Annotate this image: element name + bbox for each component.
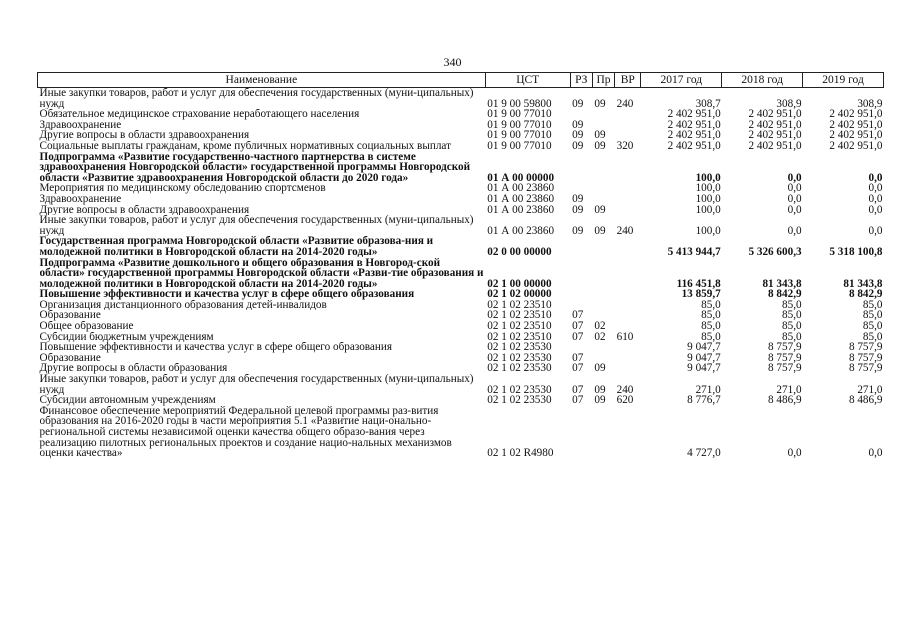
- cell-2018: 271,0: [776, 383, 802, 396]
- table-row: [38, 321, 884, 332]
- header-rz: РЗ: [570, 73, 592, 88]
- cell-2018: 0,0: [787, 204, 802, 216]
- cell-cst: 01 А 00 23860: [487, 204, 555, 216]
- table-row: [38, 205, 884, 216]
- cell-rz: 07: [572, 310, 584, 322]
- cell-cst: 02 1 02 23530: [487, 383, 552, 396]
- cell-rz: [570, 289, 592, 300]
- cell-2017: 2 402 951,0: [667, 130, 721, 141]
- cell-2018: 0,0: [787, 224, 802, 237]
- cell-name: Повышение эффективности и качества услуг в сфере общего образования: [39, 342, 393, 353]
- cell-name: Общее образование: [39, 321, 134, 332]
- cell-vr: 240: [616, 97, 634, 110]
- cell-vr: 240: [616, 383, 634, 396]
- cell-2018: 0,0: [787, 171, 802, 184]
- cell-vr: 240: [616, 224, 634, 237]
- cell-name: Иные закупки товаров, работ и услуг для обеспечения государственных (муни-ципальных) нужд: [39, 87, 474, 110]
- cell-2017: 13 859,7: [681, 289, 721, 300]
- cell-vr: [615, 130, 641, 141]
- cell-cst: 01 А 00 23860: [487, 224, 555, 237]
- cell-cst: 01 9 00 77010: [487, 109, 552, 120]
- cell-vr: [615, 342, 641, 353]
- cell-name: Обязательное медицинское страхование неработающего населения: [39, 109, 360, 120]
- cell-rz: [570, 183, 592, 194]
- cell-2018: 8 842,9: [768, 289, 802, 300]
- cell-pr: [592, 310, 614, 321]
- cell-2017: 85,0: [701, 321, 721, 332]
- cell-2017: 85,0: [701, 331, 721, 343]
- cell-name: Образование: [39, 310, 101, 322]
- cell-2019: 85,0: [862, 331, 883, 343]
- cell-2018: 81 343,8: [762, 277, 802, 290]
- cell-vr: 610: [616, 331, 634, 343]
- cell-2019: 308,9: [857, 97, 883, 110]
- cell-rz: 09: [572, 130, 584, 141]
- table-row: [38, 289, 884, 300]
- cell-2017: 85,0: [701, 310, 721, 322]
- table-row: [38, 130, 884, 141]
- cell-vr: 620: [616, 395, 634, 406]
- cell-vr: [615, 300, 641, 311]
- cell-cst: 02 1 02 R4980: [487, 447, 554, 459]
- cell-2018: 2 402 951,0: [748, 119, 802, 131]
- cell-pr: 02: [594, 321, 606, 332]
- table-row: [38, 120, 884, 131]
- header-row: [38, 73, 884, 88]
- header-2019: 2019 год: [803, 73, 884, 88]
- table-row: [38, 109, 884, 120]
- cell-name: Подпрограмма «Развитие дошкольного и общего образования в Новгород-ской области» государственной программы Новгородской области «Разви-тие образования и молодежной политики в Новгородской области на 2014-2020 годы»: [39, 257, 484, 290]
- cell-2018: 2 402 951,0: [748, 140, 802, 152]
- cell-2019: 85,0: [862, 321, 883, 332]
- cell-cst: 02 1 02 23530: [487, 352, 552, 364]
- cell-2019: 0,0: [868, 224, 883, 237]
- cell-pr: 09: [594, 204, 606, 216]
- cell-name: Здравоохранение: [39, 193, 122, 205]
- table-row: [38, 353, 884, 364]
- cell-pr: [592, 120, 614, 131]
- cell-name: Образование: [39, 352, 101, 364]
- cell-vr: [615, 194, 641, 205]
- table-body: [38, 88, 884, 459]
- cell-2019: 2 402 951,0: [829, 119, 883, 131]
- cell-2017: 9 047,7: [687, 352, 721, 364]
- cell-rz: 09: [572, 119, 584, 131]
- cell-name: Повышение эффективности и качества услуг в сфере общего образования: [39, 289, 415, 300]
- cell-rz: 07: [572, 383, 584, 396]
- cell-cst: 02 1 02 23530: [487, 342, 552, 353]
- cell-2018: 0,0: [787, 183, 802, 194]
- cell-2018: 85,0: [782, 321, 802, 332]
- cell-2018: 8 757,9: [768, 363, 802, 375]
- cell-cst: 02 1 02 23510: [487, 299, 552, 311]
- cell-2019: 8 842,9: [848, 289, 883, 300]
- cell-2019: 0,0: [868, 171, 883, 184]
- cell-cst: 01 А 00 23860: [487, 183, 555, 194]
- cell-pr: 09: [594, 363, 606, 375]
- cell-2018: 2 402 951,0: [748, 130, 802, 141]
- cell-2018: 0,0: [787, 193, 802, 205]
- cell-cst: 02 1 02 00000: [487, 289, 552, 300]
- cell-2017: 100,0: [695, 171, 721, 184]
- cell-cst: 02 1 02 23510: [487, 331, 552, 343]
- cell-vr: [615, 236, 641, 257]
- cell-pr: [592, 289, 614, 300]
- table-row: [38, 300, 884, 311]
- cell-vr: [615, 152, 641, 184]
- table-row: [38, 332, 884, 343]
- cell-name: Финансовое обеспечение мероприятий Федеральной целевой программы раз-вития образования на 2016-2020 годы в части мероприятия 5.1 «Развитие наци-онально-региональной системы независимой оценки качества общего образо-вания через реализацию пилотных региональных проектов и создание нацио-нальных механизмов оценки качества»: [39, 405, 452, 459]
- table-header: [38, 73, 884, 88]
- cell-pr: [592, 152, 614, 184]
- cell-rz: 09: [572, 97, 584, 110]
- cell-name: Подпрограмма «Развитие государственно-частного партнерства в системе здравоохранения Новгородской области» государственной программы Новгородской области «Развитие здравоохранения Новгородской области до 2020 года»: [39, 151, 471, 184]
- cell-name: Другие вопросы в области здравоохранения: [39, 204, 250, 216]
- cell-vr: [615, 353, 641, 364]
- cell-2017: 85,0: [701, 299, 721, 311]
- table-row: [38, 363, 884, 374]
- cell-pr: 02: [594, 331, 606, 343]
- cell-name: Государственная программа Новгородской области «Развитие образова-ния и молодежной политики в Новгородской области на 2014-2020 годы»: [39, 236, 434, 258]
- header-vr: ВР: [615, 73, 641, 88]
- cell-rz: [570, 152, 592, 184]
- cell-2019: 81 343,8: [843, 277, 883, 290]
- cell-2017: 5 413 944,7: [667, 245, 721, 258]
- cell-cst: 02 1 00 00000: [487, 277, 552, 290]
- cell-2018: 85,0: [782, 331, 802, 343]
- table-row: [38, 342, 884, 353]
- cell-pr: 09: [594, 383, 606, 396]
- cell-vr: [615, 310, 641, 321]
- cell-2019: 8 757,9: [848, 352, 883, 364]
- cell-pr: [592, 109, 614, 120]
- cell-pr: [592, 258, 614, 290]
- cell-rz: [570, 406, 592, 459]
- cell-2019: 271,0: [857, 383, 883, 396]
- table-row: [38, 194, 884, 205]
- cell-rz: 07: [572, 395, 584, 406]
- cell-2019: 2 402 951,0: [829, 130, 883, 141]
- cell-2019: 8 757,9: [848, 363, 883, 375]
- cell-2018: 0,0: [787, 447, 802, 459]
- cell-cst: 02 1 02 23510: [487, 310, 552, 322]
- table-row: [38, 395, 884, 406]
- cell-2019: 0,0: [868, 193, 883, 205]
- cell-pr: [592, 236, 614, 257]
- cell-rz: 09: [572, 193, 584, 205]
- header-cst: ЦСТ: [485, 73, 570, 88]
- cell-name: Другие вопросы в области здравоохранения: [39, 130, 250, 141]
- cell-2018: 2 402 951,0: [748, 109, 802, 120]
- table-row: [38, 183, 884, 194]
- cell-2018: 85,0: [782, 299, 802, 311]
- header-2017: 2017 год: [641, 73, 722, 88]
- cell-pr: [592, 353, 614, 364]
- cell-rz: 07: [572, 352, 584, 364]
- cell-vr: [615, 120, 641, 131]
- cell-rz: [570, 300, 592, 311]
- cell-2017: 9 047,7: [687, 342, 721, 353]
- cell-pr: 09: [594, 395, 606, 406]
- cell-rz: [570, 236, 592, 257]
- cell-2017: 2 402 951,0: [667, 140, 721, 152]
- cell-vr: [615, 205, 641, 216]
- table-row: [38, 310, 884, 321]
- cell-name: Организация дистанционного образования детей-инвалидов: [39, 299, 327, 311]
- cell-cst: 01 9 00 77010: [487, 130, 552, 141]
- cell-2017: 4 727,0: [687, 447, 721, 459]
- cell-rz: 07: [572, 363, 584, 375]
- cell-name: Здравоохранение: [39, 119, 122, 131]
- cell-pr: [592, 183, 614, 194]
- cell-vr: [615, 363, 641, 374]
- header-pr: Пр: [592, 73, 614, 88]
- header-2018: 2018 год: [722, 73, 803, 88]
- cell-name: Субсидии бюджетным учреждениям: [39, 331, 214, 343]
- budget-table: [37, 72, 884, 459]
- cell-2019: 0,0: [868, 204, 883, 216]
- cell-name: Иные закупки товаров, работ и услуг для обеспечения государственных (муни-ципальных) нужд: [39, 374, 474, 396]
- cell-pr: 09: [594, 140, 606, 152]
- table-row: [38, 406, 884, 459]
- cell-2019: 2 402 951,0: [829, 109, 883, 120]
- cell-rz: 09: [572, 224, 584, 237]
- cell-2017: 9 047,7: [687, 363, 721, 375]
- cell-pr: 09: [594, 97, 606, 110]
- cell-pr: 09: [594, 224, 606, 237]
- cell-2018: 5 326 600,3: [748, 245, 802, 258]
- cell-2018: 8 486,9: [768, 395, 802, 406]
- cell-vr: [615, 289, 641, 300]
- cell-cst: 01 А 00 23860: [487, 193, 555, 205]
- cell-rz: 09: [572, 140, 584, 152]
- cell-pr: [592, 342, 614, 353]
- cell-2018: 308,9: [776, 97, 802, 110]
- table-row: [38, 141, 884, 152]
- cell-2017: 116 451,8: [676, 277, 721, 290]
- cell-2017: 8 776,7: [687, 395, 721, 406]
- cell-2018: 8 757,9: [768, 342, 802, 353]
- cell-cst: 01 9 00 77010: [487, 140, 552, 152]
- cell-rz: [570, 109, 592, 120]
- table-row: [38, 215, 884, 236]
- cell-2019: 0,0: [868, 447, 883, 459]
- cell-2017: 2 402 951,0: [667, 109, 721, 120]
- cell-vr: [615, 406, 641, 459]
- cell-vr: [615, 321, 641, 332]
- cell-2017: 2 402 951,0: [667, 119, 721, 131]
- table-row: [38, 152, 884, 184]
- cell-name: Субсидии автономным учреждениям: [39, 395, 216, 406]
- cell-2019: 2 402 951,0: [829, 140, 883, 152]
- table-row: [38, 258, 884, 290]
- cell-2017: 308,7: [695, 97, 721, 110]
- page-bottom-edge: [0, 630, 905, 631]
- table-row: [38, 88, 884, 110]
- cell-cst: 02 0 00 00000: [487, 245, 552, 258]
- cell-pr: [592, 300, 614, 311]
- cell-vr: [615, 258, 641, 290]
- cell-vr: [615, 109, 641, 120]
- cell-cst: 01 9 00 59800: [487, 97, 552, 110]
- cell-2017: 100,0: [695, 193, 721, 205]
- cell-name: Социальные выплаты гражданам, кроме публичных нормативных социальных выплат: [39, 140, 451, 152]
- table-row: [38, 374, 884, 395]
- cell-pr: [592, 194, 614, 205]
- cell-2018: 8 757,9: [768, 352, 802, 364]
- cell-name: Другие вопросы в области образования: [39, 363, 228, 375]
- cell-cst: 01 А 00 00000: [487, 171, 555, 184]
- cell-2019: 5 318 100,8: [829, 245, 883, 258]
- cell-2017: 100,0: [695, 183, 721, 194]
- cell-vr: 320: [616, 140, 634, 152]
- cell-rz: [570, 342, 592, 353]
- cell-rz: 09: [572, 204, 584, 216]
- cell-2019: 85,0: [862, 299, 883, 311]
- cell-2019: 8 757,9: [848, 342, 883, 353]
- cell-rz: 07: [572, 331, 584, 343]
- page-number: 340: [443, 55, 462, 69]
- cell-cst: 02 1 02 23530: [487, 395, 552, 406]
- cell-2019: 8 486,9: [848, 395, 883, 406]
- cell-2017: 100,0: [695, 204, 721, 216]
- cell-pr: [592, 406, 614, 459]
- cell-2017: 100,0: [695, 224, 721, 237]
- cell-2019: 85,0: [862, 310, 883, 322]
- cell-cst: 02 1 02 23530: [487, 363, 552, 375]
- cell-rz: [570, 258, 592, 290]
- cell-2019: 0,0: [868, 183, 883, 194]
- table-row: [38, 236, 884, 257]
- header-name: Наименование: [38, 73, 486, 88]
- cell-2018: 85,0: [782, 310, 802, 322]
- cell-name: Иные закупки товаров, работ и услуг для обеспечения государственных (муни-ципальных) нужд: [39, 215, 474, 237]
- cell-2017: 271,0: [695, 383, 721, 396]
- cell-pr: 09: [594, 130, 606, 141]
- cell-rz: 07: [572, 321, 584, 332]
- cell-cst: 01 9 00 77010: [487, 119, 552, 131]
- cell-vr: [615, 183, 641, 194]
- cell-cst: 02 1 02 23510: [487, 321, 552, 332]
- cell-name: Мероприятия по медицинскому обследованию спортсменов: [39, 183, 326, 194]
